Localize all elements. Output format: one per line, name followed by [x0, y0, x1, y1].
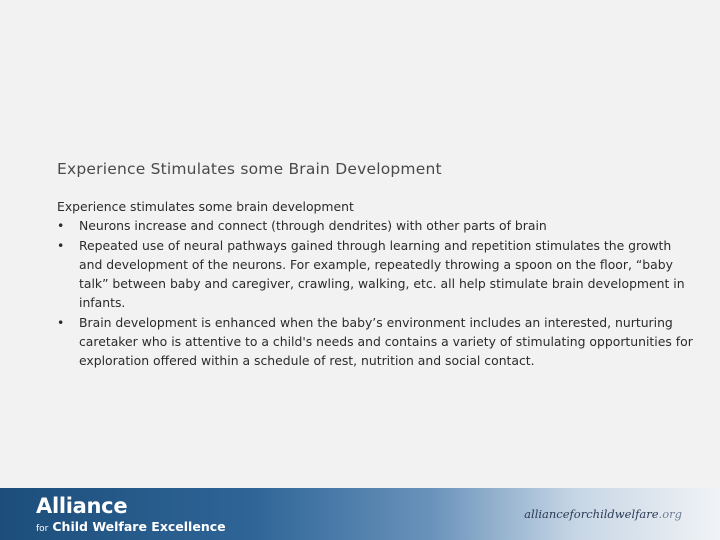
alliance-logo: [36, 494, 226, 537]
website-url: [524, 507, 682, 521]
lead-text: Experience stimulates some brain development: [57, 199, 354, 214]
bullet-marker: •: [57, 237, 65, 253]
url-tld: .org: [658, 507, 682, 521]
bullet-marker: •: [57, 314, 65, 330]
slide-title: Experience Stimulates some Brain Development: [57, 160, 442, 178]
bullet-item: [57, 236, 697, 313]
bullet-marker: •: [57, 218, 65, 234]
slide-body: [57, 197, 697, 371]
bullet-text: Repeated use of neural pathways gained through learning and repetition stimulates the growth and development of the neurons. For example, repeatedly throwing a spoon on the floor, “baby talk” between baby and caregiver, crawling, walking, etc. all help stimulate brain development in infants.: [79, 237, 685, 311]
logo-wordmark: Alliance: [36, 494, 128, 518]
bullet-text: Brain development is enhanced when the baby’s environment includes an interested, nurturing caretaker who is attentive to a child's needs and contains a variety of stimulating opportunities for exploration offered within a schedule of rest, nutrition and social contact.: [79, 314, 693, 369]
url-domain: allianceforchildwelfare: [524, 507, 659, 521]
bullet-item: [57, 216, 697, 235]
logo-for: for: [36, 524, 49, 534]
logo-tagline: [36, 519, 226, 537]
bullet-item: [57, 313, 697, 371]
bullet-text: Neurons increase and connect (through dendrites) with other parts of brain: [79, 218, 547, 234]
bullet-list: [57, 216, 697, 370]
footer-bar: [0, 488, 720, 540]
logo-org-name: Child Welfare Excellence: [52, 519, 226, 534]
